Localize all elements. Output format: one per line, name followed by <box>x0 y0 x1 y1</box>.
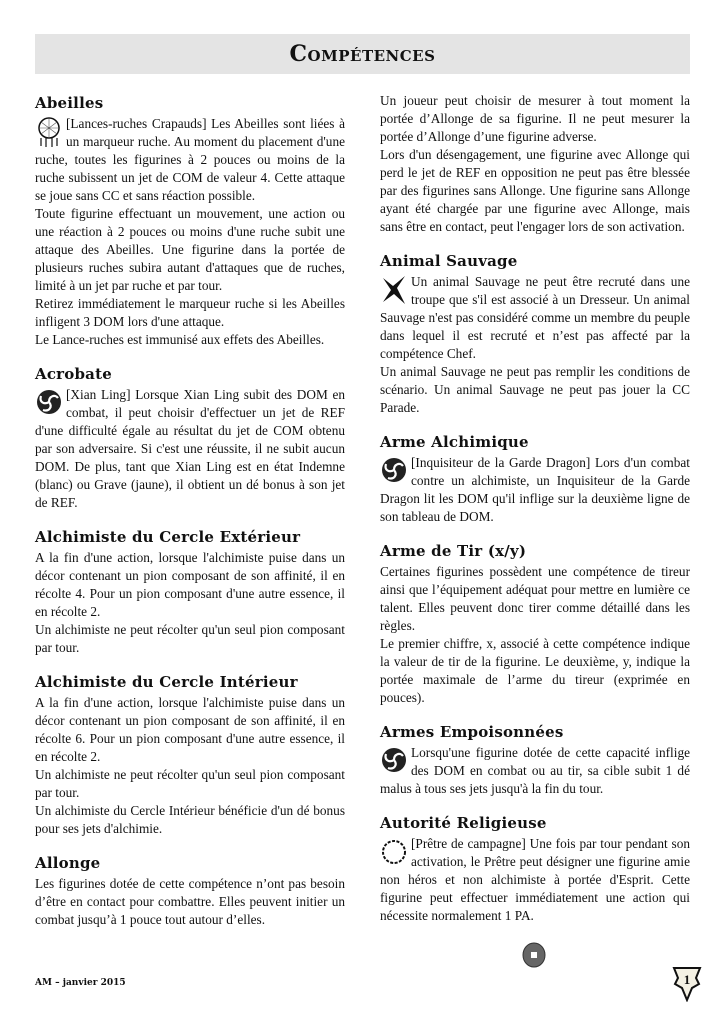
paragraph: Lorsqu'une figurine dotée de cette capacité inflige des DOM en combat ou au tir, sa cible subit 1 dé malus à tous ses jets jusqu'à la fin du tour. <box>380 745 690 796</box>
section-heading: Alchimiste du Cercle Intérieur <box>35 673 298 691</box>
section <box>380 431 690 526</box>
paragraph: Un joueur peut choisir de mesurer à tout moment la portée d’Allonge de sa figurine. Il ne peut mesurer la portée d’Allonge d’une figurine adverse. <box>380 93 690 144</box>
section <box>380 540 690 707</box>
paragraph: Un alchimiste ne peut récolter qu'un seul pion composant par tour. <box>35 767 345 800</box>
triskele-icon <box>35 387 63 419</box>
paragraph: A la fin d'une action, lorsque l'alchimiste puise dans un décor contenant un pion composant de son affinité, il en récolte 6. Pour un pion composant d'une autre essence, il en récolte 2. <box>35 695 345 764</box>
section <box>380 812 690 925</box>
section <box>35 92 345 349</box>
section-heading: Arme de Tir (x/y) <box>380 542 527 560</box>
coin-icon <box>522 942 546 968</box>
paragraph: A la fin d'une action, lorsque l'alchimiste puise dans un décor contenant un pion composant de son affinité, il en récolte 4. Pour un pion composant d'une autre essence, il en récolte 2. <box>35 550 345 619</box>
triskele-icon <box>380 455 408 487</box>
page-number-badge <box>672 966 702 1002</box>
paragraph: Un alchimiste du Cercle Intérieur bénéficie d'un dé bonus pour ses jets d'alchimie. <box>35 803 345 836</box>
section-heading: Armes Empoisonnées <box>380 723 564 741</box>
paragraph: [Xian Ling] Lorsque Xian Ling subit des DOM en combat, il peut choisir d'effectuer un jet de REF d'une difficulté égale au résultat du jet de COM obtenu par son adversaire. Si c'est une réussite, il ne subit aucun DOM. De plus, tant que Xian Ling est en état Indemne (blanc) ou Grave (jaune), il obtient un dé bonus à son jet de REF. <box>35 387 345 510</box>
paragraph: Certaines figurines possèdent une compétence de tireur ainsi que l’équipement adéquat pour mettre en lumière ce talent. Elles peuvent donc tirer comme détaillé dans les règles. <box>380 564 690 633</box>
paragraph: Le premier chiffre, x, associé à cette compétence indique la valeur de tir de la figurine. Le deuxième, y, indique la portée maximale de l’arme du tireur (exprimée en pouces). <box>380 636 690 705</box>
section <box>35 363 345 512</box>
paragraph: [Lances-ruches Crapauds] Les Abeilles sont liées à un marqueur ruche. Au moment du placement d'une ruche, toutes les figurines à 2 pouces ou moins de la ruche subissent un jet de COM de valeur 4. Cette attaque se joue sans CC et sans réaction possible. <box>35 116 345 203</box>
section-heading: Acrobate <box>35 365 112 383</box>
triskele-icon <box>380 745 408 777</box>
animal-icon <box>380 274 408 306</box>
section <box>35 671 345 838</box>
paragraph: [Inquisiteur de la Garde Dragon] Lors d'un combat contre un alchimiste, un Inquisiteur de la Garde Dragon lit les DOM qu'il inflige sur la deuxième ligne de son tableau de DOM. <box>380 455 690 524</box>
paragraph: Les figurines dotée de cette compétence n’ont pas besoin d’être en contact pour combattre. Elles peuvent initier un combat jusqu’à 1 pouce tout autour d’elles. <box>35 876 345 927</box>
section <box>380 92 690 236</box>
page-title: Compétences <box>289 41 436 67</box>
halo-icon <box>380 836 408 868</box>
section <box>380 721 690 798</box>
section <box>35 526 345 657</box>
section-heading: Allonge <box>35 854 101 872</box>
paragraph: Lors d'un désengagement, une figurine avec Allonge qui perd le jet de REF en opposition ne peut pas être blessée par des figurines sans Allonge. Une figurine sans Allonge ayant été chargée par une figurine avec Allonge, mais sans être en contact, peut l'engager lors de son activation. <box>380 147 690 234</box>
page-number: 1 <box>683 972 691 987</box>
title-banner <box>35 34 690 74</box>
footer-text: AM – janvier 2015 <box>35 978 126 988</box>
section-heading: Arme Alchimique <box>380 433 529 451</box>
right-column <box>380 92 690 939</box>
paragraph: Un animal Sauvage ne peut pas remplir les conditions de scénario. Un animal Sauvage ne peut pas jouer la CC Parade. <box>380 364 690 415</box>
paragraph: Toute figurine effectuant un mouvement, une action ou une réaction à 2 pouces ou moins d'une ruche subit une attaque des Abeilles. Une figurine dans la portée de plusieurs ruches subira autant d'attaques que de ruches, limité à un jet par ruche et par tour. <box>35 206 345 293</box>
section-heading: Abeilles <box>35 94 104 112</box>
section-heading: Animal Sauvage <box>380 252 518 270</box>
left-column <box>35 92 345 943</box>
paragraph: Un alchimiste ne peut récolter qu'un seul pion composant par tour. <box>35 622 345 655</box>
section-heading: Alchimiste du Cercle Extérieur <box>35 528 301 546</box>
dreamcatcher-icon <box>35 116 63 148</box>
paragraph: Un animal Sauvage ne peut être recruté dans une troupe que s'il est associé à un Dresseur. Un animal Sauvage n'est pas considéré comme un membre du peuple dans lequel il est recruté et n’est pas affecté par la compétence Chef. <box>380 274 690 361</box>
paragraph: [Prêtre de campagne] Une fois par tour pendant son activation, le Prêtre peut désigner une figurine amie non héros et non alchimiste à portée d'Esprit. Cette figurine peut effectuer immédiatement une action qui nécessite normalement 1 PA. <box>380 836 690 923</box>
section-heading: Autorité Religieuse <box>380 814 547 832</box>
paragraph: Retirez immédiatement le marqueur ruche si les Abeilles infligent 3 DOM lors d'une attaque. <box>35 296 345 329</box>
section <box>35 852 345 929</box>
section <box>380 250 690 417</box>
paragraph: Le Lance-ruches est immunisé aux effets des Abeilles. <box>35 332 325 347</box>
